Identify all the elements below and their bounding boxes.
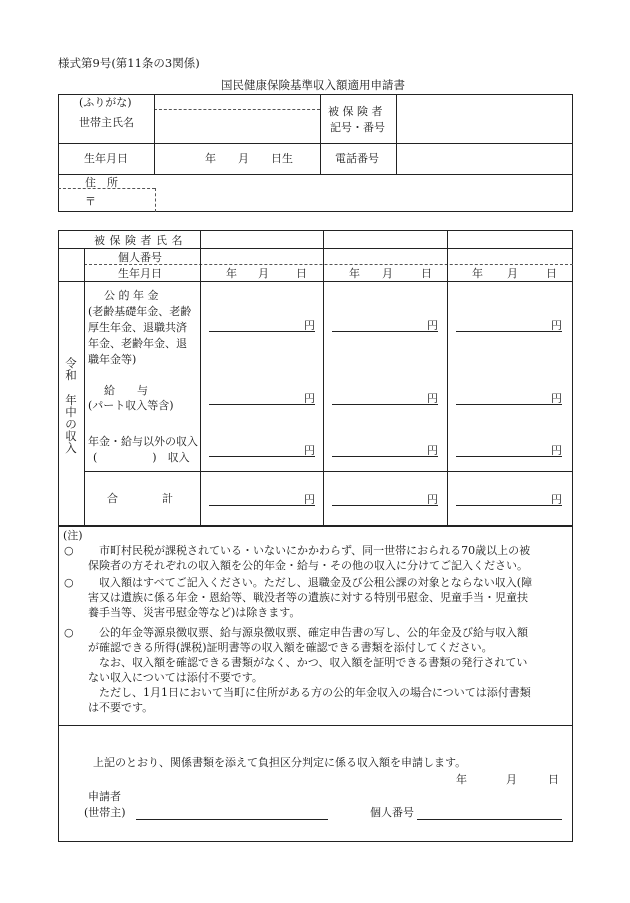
insured-name-field-2[interactable] — [325, 232, 445, 246]
applicant-name-field[interactable] — [136, 819, 328, 820]
note-bullet: ○ — [64, 576, 74, 589]
applicant-personal-number-label: 個人番号 — [370, 806, 414, 819]
total-label: 合 計 — [107, 492, 173, 505]
declaration-text: 上記のとおり、関係書類を添えて負担区分判定に係る収入額を申請します。 — [93, 756, 467, 769]
furigana-label: (ふりがな) — [79, 96, 132, 109]
form-title: 国民健康保険基準収入額適用申請書 — [221, 78, 405, 92]
address-label: 住 所 — [85, 176, 118, 189]
notes-heading: (注) — [63, 529, 83, 542]
personal-number-field-3[interactable] — [449, 250, 571, 262]
note-bullet: ○ — [64, 544, 74, 557]
insured-name-field-1[interactable] — [202, 232, 321, 246]
note-bullet: ○ — [64, 626, 74, 639]
birthdate-year: 年 — [226, 267, 237, 280]
personal-number-label: 個人番号 — [118, 251, 162, 264]
birthdate-day: 日 — [296, 267, 307, 280]
birthdate-month: 月 — [238, 152, 249, 165]
birthdate-month: 月 — [382, 267, 393, 280]
applicant-label: 申請者 — [88, 790, 121, 803]
birthdate-day: 日生 — [271, 152, 293, 165]
table-birthdate-label: 生年月日 — [118, 267, 162, 280]
birthdate-day: 日 — [421, 267, 432, 280]
insured-number-label-2: 記号・番号 — [330, 121, 385, 134]
application-month[interactable]: 月 — [506, 773, 517, 786]
insured-name-field-3[interactable] — [449, 232, 571, 246]
phone-field[interactable] — [398, 145, 571, 172]
address-field[interactable] — [157, 176, 571, 210]
insured-number-field[interactable] — [398, 96, 571, 141]
application-day[interactable]: 日 — [548, 773, 559, 786]
phone-label: 電話番号 — [335, 152, 379, 165]
birthdate-month: 月 — [258, 267, 269, 280]
birthdate-year: 年 — [349, 267, 360, 280]
household-head-name-field[interactable] — [156, 111, 318, 141]
furigana-field[interactable] — [156, 96, 318, 108]
household-head-label: 世帯主氏名 — [79, 116, 134, 129]
applicant-personal-number-field[interactable] — [417, 819, 562, 820]
insured-name-label: 被 保 険 者 氏 名 — [94, 234, 183, 247]
birthdate-label: 生年月日 — [84, 152, 128, 165]
birthdate-month: 月 — [507, 267, 518, 280]
insured-number-label-1: 被 保 険 者 — [328, 105, 383, 118]
notes-divider — [58, 725, 573, 726]
postal-mark: 〒 — [85, 195, 96, 208]
birthdate-day: 日 — [546, 267, 557, 280]
birthdate-year: 年 — [472, 267, 483, 280]
applicant-sub-label: (世帯主) — [84, 806, 126, 819]
application-year[interactable]: 年 — [456, 773, 467, 786]
birthdate-field[interactable] — [156, 145, 318, 172]
personal-number-field-2[interactable] — [325, 250, 445, 262]
birthdate-year: 年 — [205, 152, 216, 165]
form-number: 様式第9号(第11条の3関係) — [58, 56, 200, 70]
personal-number-field-1[interactable] — [202, 250, 321, 262]
